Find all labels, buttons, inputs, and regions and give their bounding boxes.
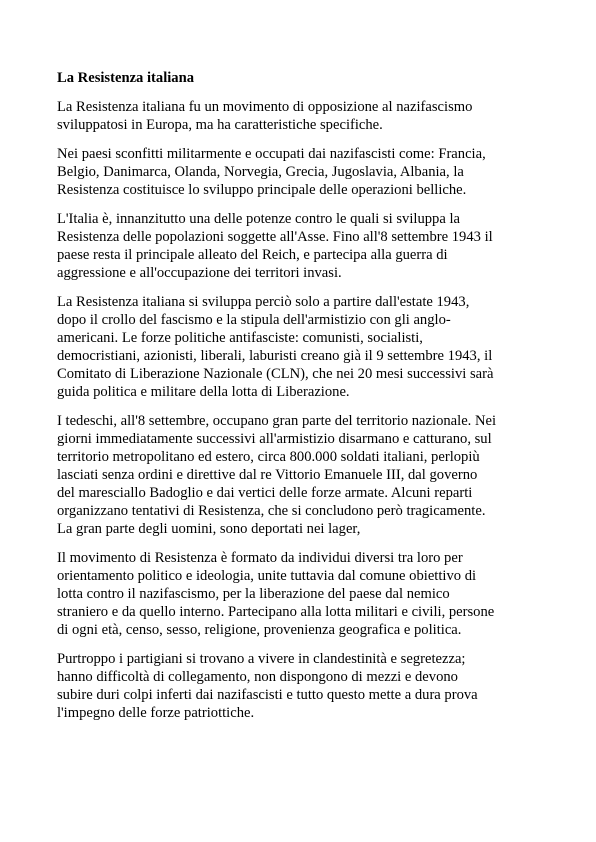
document-page — [57, 69, 545, 733]
paragraph-2: Nei paesi sconfitti militarmente e occupati dai nazifascisti come: Francia, Belgio, Danimarca, Olanda, Norvegia, Grecia, Jugoslavia, Albania, la Resistenza costituisce lo sviluppo principale delle operazioni belliche. — [57, 146, 486, 198]
paragraph-5: I tedeschi, all'8 settembre, occupano gran parte del territorio nazionale. Nei giorni immediatamente successivi all'armistizio disarmano e catturano, sul territorio metropolitano ed estero, circa 800.000 soldati italiani, perlopiù lasciati senza ordini e direttive dal re Vittorio Emanuele III, dal governo del maresciallo Badoglio e dai vertici delle forze armate. Alcuni reparti organizzano tentativi di Resistenza, che si concludono però tragicamente. La gran parte degli uomini, sono deportati nei lager, — [57, 413, 497, 537]
document-title: La Resistenza italiana — [57, 70, 195, 86]
paragraph-4: La Resistenza italiana si sviluppa perciò solo a partire dall'estate 1943, dopo il crollo del fascismo e la stipula dell'armistizio con gli anglo- americani. Le forze politiche antifasciste: comunisti, socialisti, democristiani, azionisti, liberali, laburisti creano già il 9 settembre 1943, il Comitato di Liberazione Nazionale (CLN), che nei 20 mesi successivi sarà guida politica e militare della lotta di Liberazione. — [57, 294, 494, 400]
paragraph-1: La Resistenza italiana fu un movimento di opposizione al nazifascismo sviluppatosi in Europa, ma ha caratteristiche specifiche. — [57, 99, 473, 133]
paragraph-7: Purtroppo i partigiani si trovano a vivere in clandestinità e segretezza; hanno difficoltà di collegamento, non dispongono di mezzi e devono subire duri colpi inferti dai nazifascisti e tutto questo mette a dura prova l'impegno delle forze patriottiche. — [57, 651, 478, 721]
paragraph-6: Il movimento di Resistenza è formato da individui diversi tra loro per orientamento politico e ideologia, unite tuttavia dal comune obiettivo di lotta contro il nazifascismo, per la liberazione del paese dal nemico straniero e da quello interno. Partecipano alla lotta militari e civili, persone di ogni età, censo, sesso, religione, provenienza geografica e politica. — [57, 550, 495, 638]
paragraph-3: L'Italia è, innanzitutto una delle potenze contro le quali si sviluppa la Resistenza delle popolazioni soggette all'Asse. Fino all'8 settembre 1943 il paese resta il principale alleato del Reich, e partecipa alla guerra di aggressione e all'occupazione dei territori invasi. — [57, 211, 493, 281]
